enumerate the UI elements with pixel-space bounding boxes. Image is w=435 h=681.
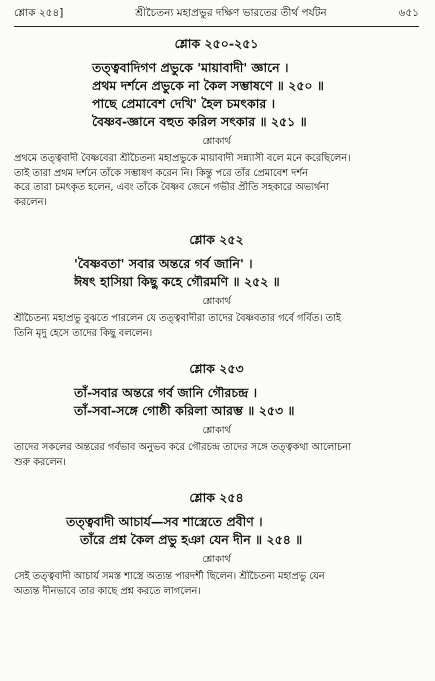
verse-block <box>74 255 419 291</box>
translation-label: শ্লোকার্থ <box>202 425 231 436</box>
verse-line: তাঁরে প্রশ্ন কৈল প্রভু হঞা যেন দীন ॥ ২৫৪ ॥ <box>80 532 303 547</box>
verse-line: 'বৈষ্ণবতা' সবার অন্তরে গর্ব জানি' । <box>74 256 253 271</box>
verse-line: প্রথম দর্শনে প্রভুকে না কৈল সম্ভাষণে ॥ ২৫০ ॥ <box>92 78 324 93</box>
translation-label: শ্লোকার্থ <box>202 136 231 147</box>
header-rule <box>14 26 419 27</box>
translation-line: অত্যন্ত দীনভাবে তার কাছে প্রশ্ন করতে লাগলেন। <box>14 585 201 597</box>
translation-paragraph <box>14 570 419 599</box>
verse-line: তাঁ-সবার অন্তরে গর্ব জানি গৌরচন্দ্র । <box>74 385 258 400</box>
shloka-title: শ্লোক ২৫৩ <box>189 361 244 376</box>
section-shloka-250-251 <box>14 36 419 210</box>
verse-line: তাঁ-সবা-সঙ্গে গোষ্ঠী করিলা আরম্ভ ॥ ২৫৩ ॥ <box>74 403 295 418</box>
section-shloka-252 <box>14 232 419 341</box>
translation-line: করলেন। <box>14 196 47 208</box>
section-shloka-253 <box>14 361 419 470</box>
translation-paragraph <box>14 152 419 210</box>
shloka-title: শ্লোক ২৫০-২৫১ <box>174 36 259 51</box>
verse-line: পাছে প্রেমাবেশ দেখি' হৈল চমৎকার । <box>92 96 276 111</box>
section-shloka-254 <box>14 490 419 599</box>
shloka-title: শ্লোক ২৫২ <box>189 232 244 247</box>
page-number: ৬৫১ <box>398 7 419 19</box>
translation-paragraph <box>14 441 419 470</box>
verse-block <box>66 513 419 549</box>
translation-label: শ্লোকার্থ <box>202 296 231 307</box>
translation-line: করে তারা চমৎকৃত হলেন, এবং তাঁকে বৈষ্ণব জেনে গভীর প্রীতি সহকারে অভ্যর্থনা <box>14 182 329 193</box>
translation-label: শ্লোকার্থ <box>202 554 231 565</box>
running-header <box>14 6 419 28</box>
translation-line: শুরু করলেন। <box>14 456 66 468</box>
translation-line: তাই তারা প্রথম দর্শনে তাঁকে সম্ভাষণ করেন নি। কিন্তু পরে তাঁর প্রেমাবেশ দর্শন <box>14 167 308 179</box>
translation-line: সেই তত্ত্ববাদী আচার্য সমস্ত শাস্ত্রে অত্যন্ত পারদর্শী ছিলেন। শ্রীচৈতন্য মহাপ্রভু যেন <box>14 571 325 582</box>
shloka-title: শ্লোক ২৫৪ <box>189 490 244 505</box>
header-title: শ্রীচৈতন্য মহাপ্রভুর দক্ষিণ ভারতের তীর্থ পর্যটন <box>135 7 327 19</box>
verse-line: তত্ত্ববাদিগণ প্রভুকে 'মায়াবাদী' জ্ঞানে । <box>92 60 289 75</box>
verse-block <box>74 384 419 420</box>
translation-paragraph <box>14 312 419 341</box>
translation-line: তিনি মৃদু হেসে তাদের কিছু বললেন। <box>14 327 153 339</box>
translation-line: প্রথমে তত্ত্ববাদী বৈষ্ণবেরা শ্রীচৈতন্য মহাপ্রভুকে মায়াবাদী সন্ন্যাসী বলে মনে করেছিলেন। <box>14 153 351 164</box>
translation-line: তাদের সকলের অন্তরের গর্বভাব অনুভব করে গৌরচন্দ্র তাদের সঙ্গে তত্ত্বকথা আলোচনা <box>14 442 351 453</box>
verse-block <box>92 59 419 131</box>
header-left: শ্লোক ২৫৪] <box>14 7 64 19</box>
verse-line: ঈষৎ হাসিয়া কিছু কহে গৌরমণি ॥ ২৫২ ॥ <box>74 274 280 289</box>
translation-line: শ্রীচৈতন্য মহাপ্রভু বুঝতে পারলেন যে তত্ত্ববাদীরা তাদের বৈষ্ণবতার গর্বে গর্বিত। তাই <box>14 313 341 324</box>
verse-line: বৈষ্ণব-জ্ঞানে বহুত করিল সৎকার ॥ ২৫১ ॥ <box>92 114 307 129</box>
verse-line: তত্ত্ববাদী আচার্য—সব শাস্ত্রেতে প্রবীণ । <box>66 514 263 529</box>
